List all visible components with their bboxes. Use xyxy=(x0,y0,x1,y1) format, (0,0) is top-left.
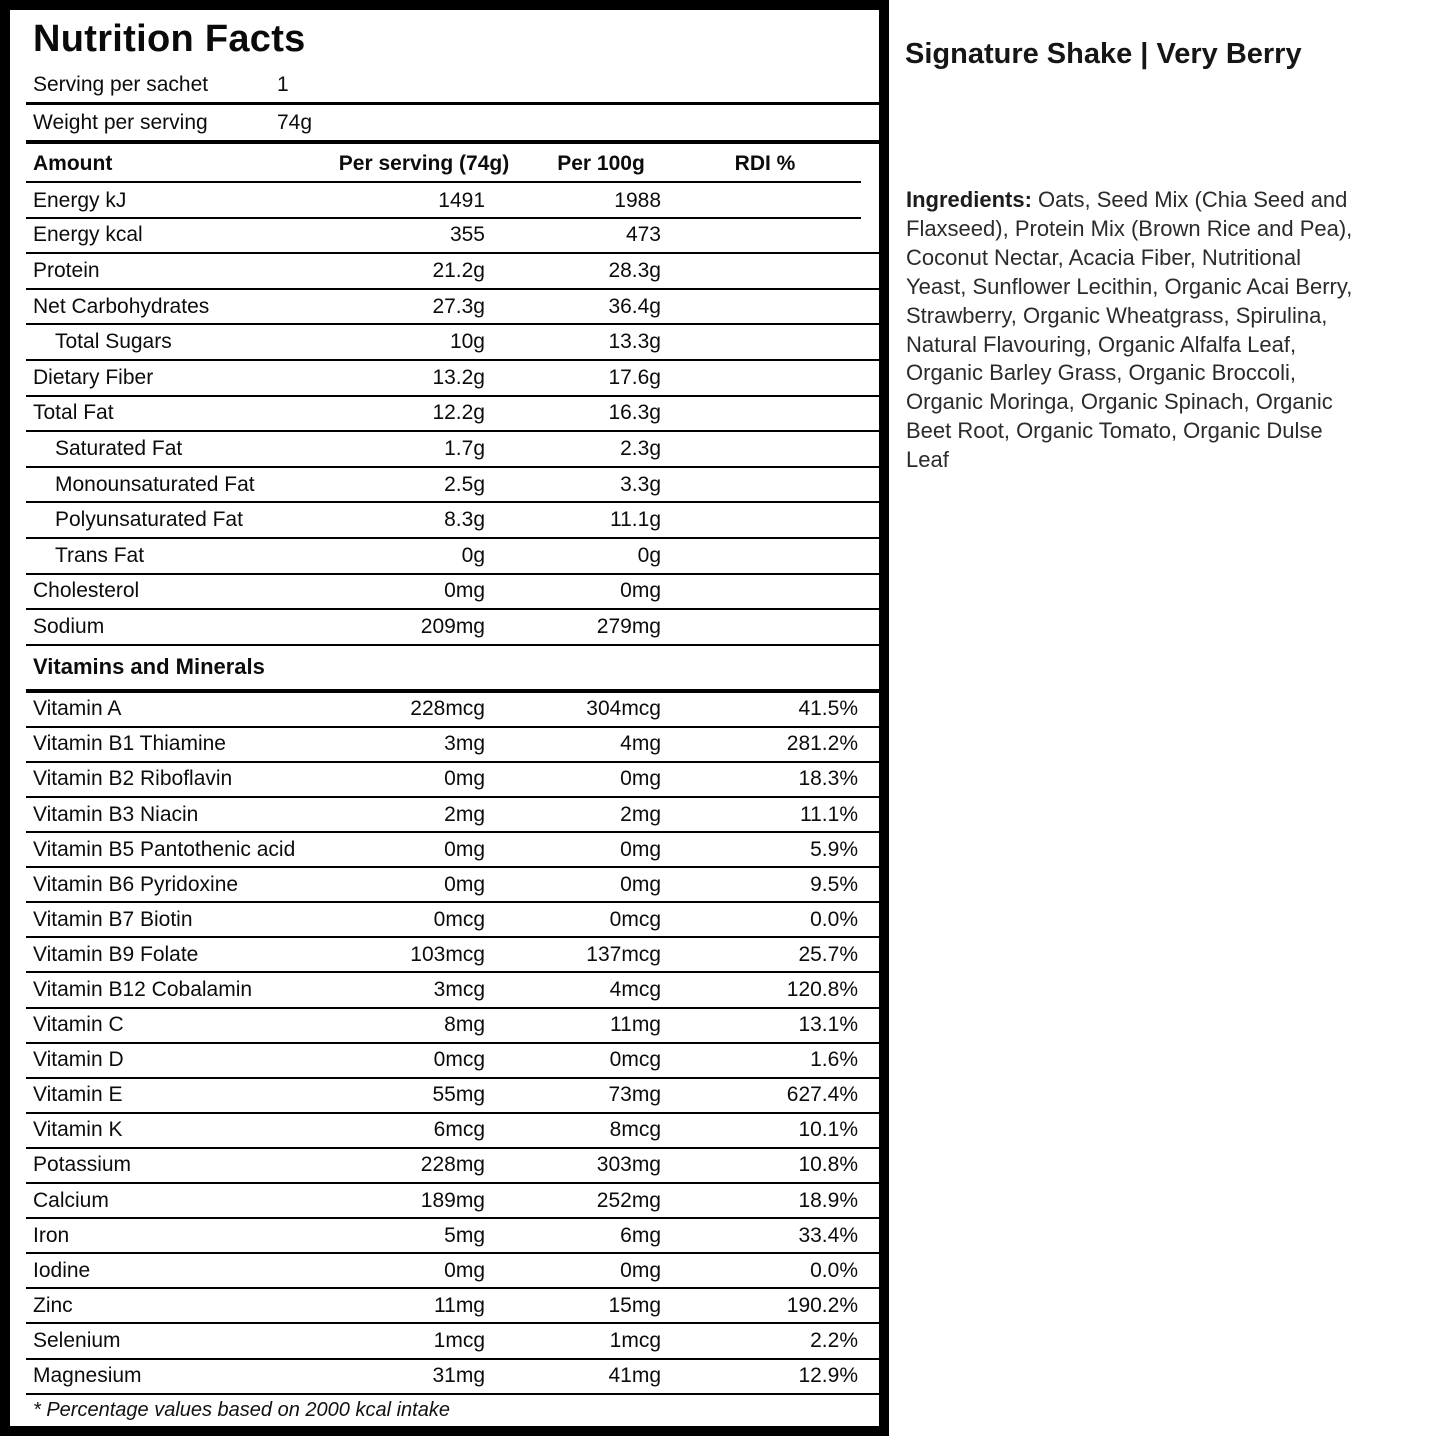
table-row xyxy=(26,973,879,1008)
ingredients-label: Ingredients: xyxy=(906,187,1032,212)
table-row xyxy=(26,1079,879,1114)
table-row xyxy=(26,1360,879,1395)
row-per-serving-value: 8.3g xyxy=(444,508,485,532)
row-per-serving-value: 27.3g xyxy=(432,294,485,318)
row-per-100g-value: 0mg xyxy=(620,579,661,603)
row-label: Vitamin B5 Pantothenic acid xyxy=(33,837,296,861)
row-per-serving-value: 228mg xyxy=(420,1153,485,1177)
table-row xyxy=(26,1114,879,1149)
row-label: Net Carbohydrates xyxy=(33,294,210,318)
vitamins-minerals-section-title: Vitamins and Minerals xyxy=(26,646,879,693)
row-label: Saturated Fat xyxy=(55,436,183,460)
row-per-serving-value: 189mg xyxy=(420,1188,485,1212)
row-per-serving-value: 21.2g xyxy=(432,258,485,282)
row-label: Total Sugars xyxy=(55,330,172,354)
row-label: Vitamin B9 Folate xyxy=(33,942,199,966)
row-rdi-value: 33.4% xyxy=(798,1223,858,1247)
table-row xyxy=(26,1289,879,1324)
row-label: Vitamin C xyxy=(33,1013,124,1037)
row-rdi-value: 5.9% xyxy=(810,837,858,861)
row-label: Monounsaturated Fat xyxy=(55,472,255,496)
row-per-100g-value: 252mg xyxy=(596,1188,661,1212)
row-rdi-value: 9.5% xyxy=(810,872,858,896)
weight-row xyxy=(26,105,879,144)
row-per-serving-value: 0mg xyxy=(444,872,485,896)
row-per-100g-value: 15mg xyxy=(608,1293,661,1317)
serving-row xyxy=(26,68,879,105)
column-header-per-serving: Per serving (74g) xyxy=(338,151,510,175)
row-label: Polyunsaturated Fat xyxy=(55,508,243,532)
table-row xyxy=(26,397,879,433)
table-row xyxy=(26,868,879,903)
row-label: Dietary Fiber xyxy=(33,365,154,389)
column-header-rdi: RDI % xyxy=(734,151,796,175)
row-label: Vitamin B6 Pyridoxine xyxy=(33,872,239,896)
table-row xyxy=(26,1324,879,1359)
table-row xyxy=(26,763,879,798)
weight-label: Weight per serving xyxy=(33,110,208,134)
footnote: * Percentage values based on 2000 kcal intake xyxy=(33,1398,450,1421)
row-per-100g-value: 0mg xyxy=(620,1258,661,1282)
ingredients-paragraph xyxy=(906,186,1362,475)
serving-label: Serving per sachet xyxy=(33,73,209,96)
row-rdi-value: 41.5% xyxy=(798,697,858,721)
row-per-serving-value: 0mg xyxy=(444,579,485,603)
row-per-serving-value: 31mg xyxy=(432,1364,485,1388)
row-per-serving-value: 0mcg xyxy=(433,1048,485,1072)
table-row xyxy=(26,903,879,938)
row-per-serving-value: 0g xyxy=(461,543,485,567)
row-per-100g-value: 2mg xyxy=(620,802,661,826)
row-rdi-value: 13.1% xyxy=(798,1013,858,1037)
row-label: Vitamin A xyxy=(33,697,122,721)
nutrition-facts-title: Nutrition Facts xyxy=(33,18,306,60)
row-per-serving-value: 5mg xyxy=(444,1223,485,1247)
row-per-100g-value: 4mg xyxy=(620,732,661,756)
row-per-100g-value: 0mcg xyxy=(609,1048,661,1072)
row-per-serving-value: 1491 xyxy=(438,188,485,212)
row-rdi-value: 10.8% xyxy=(798,1153,858,1177)
row-label: Vitamin B12 Cobalamin xyxy=(33,978,253,1002)
macronutrient-rows xyxy=(26,183,879,646)
table-row xyxy=(26,575,879,611)
row-per-serving-value: 0mg xyxy=(444,837,485,861)
serving-value: 1 xyxy=(277,73,289,96)
row-per-serving-value: 2.5g xyxy=(444,472,485,496)
table-row xyxy=(26,1044,879,1079)
row-label: Iodine xyxy=(33,1258,91,1282)
row-rdi-value: 18.3% xyxy=(798,767,858,791)
row-per-100g-value: 473 xyxy=(625,223,661,247)
row-per-100g-value: 304mcg xyxy=(586,697,661,721)
table-row xyxy=(26,183,879,219)
column-header-per-100g: Per 100g xyxy=(557,151,645,175)
row-rdi-value: 627.4% xyxy=(786,1083,858,1107)
row-per-serving-value: 11mg xyxy=(434,1293,485,1317)
table-row xyxy=(26,610,879,646)
row-per-100g-value: 0mg xyxy=(620,767,661,791)
row-label: Energy kJ xyxy=(33,188,127,212)
table-row xyxy=(26,1149,879,1184)
table-row xyxy=(26,254,879,290)
row-per-100g-value: 137mcg xyxy=(586,942,661,966)
row-per-serving-value: 1mcg xyxy=(433,1328,485,1352)
table-row xyxy=(26,290,879,326)
row-label: Vitamin B3 Niacin xyxy=(33,802,199,826)
table-row xyxy=(26,219,879,255)
table-row xyxy=(26,693,879,728)
row-label: Vitamin K xyxy=(33,1118,123,1142)
row-rdi-value: 190.2% xyxy=(786,1293,858,1317)
row-rdi-value: 2.2% xyxy=(810,1328,858,1352)
row-per-100g-value: 1988 xyxy=(614,188,661,212)
row-per-100g-value: 6mg xyxy=(620,1223,661,1247)
row-per-serving-value: 13.2g xyxy=(432,365,485,389)
row-per-100g-value: 16.3g xyxy=(608,401,661,425)
table-row xyxy=(26,539,879,575)
row-rdi-value: 11.1% xyxy=(800,802,858,826)
row-per-100g-value: 11.1g xyxy=(610,508,661,532)
row-per-100g-value: 0g xyxy=(637,543,661,567)
row-rdi-value: 10.1% xyxy=(798,1118,858,1142)
weight-value: 74g xyxy=(277,110,313,134)
row-label: Trans Fat xyxy=(55,543,145,567)
row-per-100g-value: 0mcg xyxy=(609,907,661,931)
table-row xyxy=(26,728,879,763)
row-per-serving-value: 8mg xyxy=(444,1013,485,1037)
row-label: Protein xyxy=(33,258,100,282)
table-row xyxy=(26,833,879,868)
row-per-100g-value: 4mcg xyxy=(609,978,661,1002)
row-per-100g-value: 36.4g xyxy=(608,294,661,318)
table-row xyxy=(26,503,879,539)
row-per-100g-value: 279mg xyxy=(596,614,661,638)
nutrition-facts-content xyxy=(26,10,879,1426)
row-per-100g-value: 11mg xyxy=(610,1013,661,1037)
row-per-serving-value: 209mg xyxy=(420,614,485,638)
row-rdi-value: 120.8% xyxy=(786,978,858,1002)
row-label: Iron xyxy=(33,1223,70,1247)
row-label: Sodium xyxy=(33,614,105,638)
row-per-100g-value: 1mcg xyxy=(609,1328,661,1352)
table-row xyxy=(26,1254,879,1289)
row-per-100g-value: 28.3g xyxy=(608,258,661,282)
row-label: Potassium xyxy=(33,1153,132,1177)
table-row xyxy=(26,1219,879,1254)
row-per-100g-value: 73mg xyxy=(608,1083,661,1107)
row-per-serving-value: 228mcg xyxy=(410,697,485,721)
row-per-serving-value: 3mcg xyxy=(433,978,485,1002)
table-row xyxy=(26,325,879,361)
row-label: Vitamin B1 Thiamine xyxy=(33,732,226,756)
column-header-amount: Amount xyxy=(33,151,113,175)
row-label: Cholesterol xyxy=(33,579,140,603)
row-label: Vitamin E xyxy=(33,1083,123,1107)
row-label: Vitamin D xyxy=(33,1048,124,1072)
row-per-100g-value: 13.3g xyxy=(608,330,661,354)
row-rdi-value: 18.9% xyxy=(798,1188,858,1212)
row-rdi-value: 281.2% xyxy=(786,732,858,756)
row-label: Total Fat xyxy=(33,401,114,425)
vitamin-mineral-rows xyxy=(26,693,879,1395)
row-per-100g-value: 3.3g xyxy=(620,472,661,496)
row-per-serving-value: 0mcg xyxy=(433,907,485,931)
row-per-serving-value: 3mg xyxy=(444,732,485,756)
row-per-100g-value: 0mg xyxy=(620,872,661,896)
row-per-serving-value: 6mcg xyxy=(433,1118,485,1142)
row-label: Selenium xyxy=(33,1328,121,1352)
row-per-100g-value: 17.6g xyxy=(608,365,661,389)
table-header-row xyxy=(26,144,879,183)
table-row xyxy=(26,798,879,833)
table-row xyxy=(26,361,879,397)
row-per-serving-value: 0mg xyxy=(444,1258,485,1282)
row-per-100g-value: 8mcg xyxy=(609,1118,661,1142)
row-rdi-value: 25.7% xyxy=(798,942,858,966)
row-label: Calcium xyxy=(33,1188,109,1212)
row-label: Energy kcal xyxy=(33,223,143,247)
row-label: Vitamin B7 Biotin xyxy=(33,907,193,931)
row-per-serving-value: 103mcg xyxy=(410,942,485,966)
table-row xyxy=(26,938,879,973)
row-per-serving-value: 1.7g xyxy=(444,436,485,460)
ingredients-text: Oats, Seed Mix (Chia Seed and Flaxseed), Protein Mix (Brown Rice and Pea), Coconut Nectar, Acacia Fiber, Nutritional Yeast, Sunflower Lecithin, Organic Acai Berry, Strawberry, Organic Wheatgrass, Spirulina, Natural Flavouring, Organic Alfalfa Leaf, Organic Barley Grass, Organic Broccoli, Organic Moringa, Organic Spinach, Organic Beet Root, Organic Tomato, Organic Dulse Leaf xyxy=(906,187,1353,473)
row-per-serving-value: 10g xyxy=(449,330,485,354)
row-per-serving-value: 12.2g xyxy=(432,401,485,425)
row-rdi-value: 12.9% xyxy=(798,1364,858,1388)
row-rdi-value: 1.6% xyxy=(810,1048,858,1072)
table-row xyxy=(26,468,879,504)
row-per-100g-value: 303mg xyxy=(596,1153,661,1177)
row-per-serving-value: 355 xyxy=(449,223,485,247)
row-per-serving-value: 2mg xyxy=(444,802,485,826)
row-per-serving-value: 0mg xyxy=(444,767,485,791)
row-per-100g-value: 41mg xyxy=(608,1364,661,1388)
row-label: Magnesium xyxy=(33,1364,142,1388)
row-per-serving-value: 55mg xyxy=(432,1083,485,1107)
row-label: Vitamin B2 Riboflavin xyxy=(33,767,233,791)
row-per-100g-value: 2.3g xyxy=(620,436,661,460)
row-rdi-value: 0.0% xyxy=(810,907,858,931)
row-label: Zinc xyxy=(33,1293,73,1317)
product-title: Signature Shake | Very Berry xyxy=(905,38,1302,70)
row-rdi-value: 0.0% xyxy=(810,1258,858,1282)
table-row xyxy=(26,1009,879,1044)
table-row xyxy=(26,432,879,468)
row-per-100g-value: 0mg xyxy=(620,837,661,861)
table-row xyxy=(26,1184,879,1219)
